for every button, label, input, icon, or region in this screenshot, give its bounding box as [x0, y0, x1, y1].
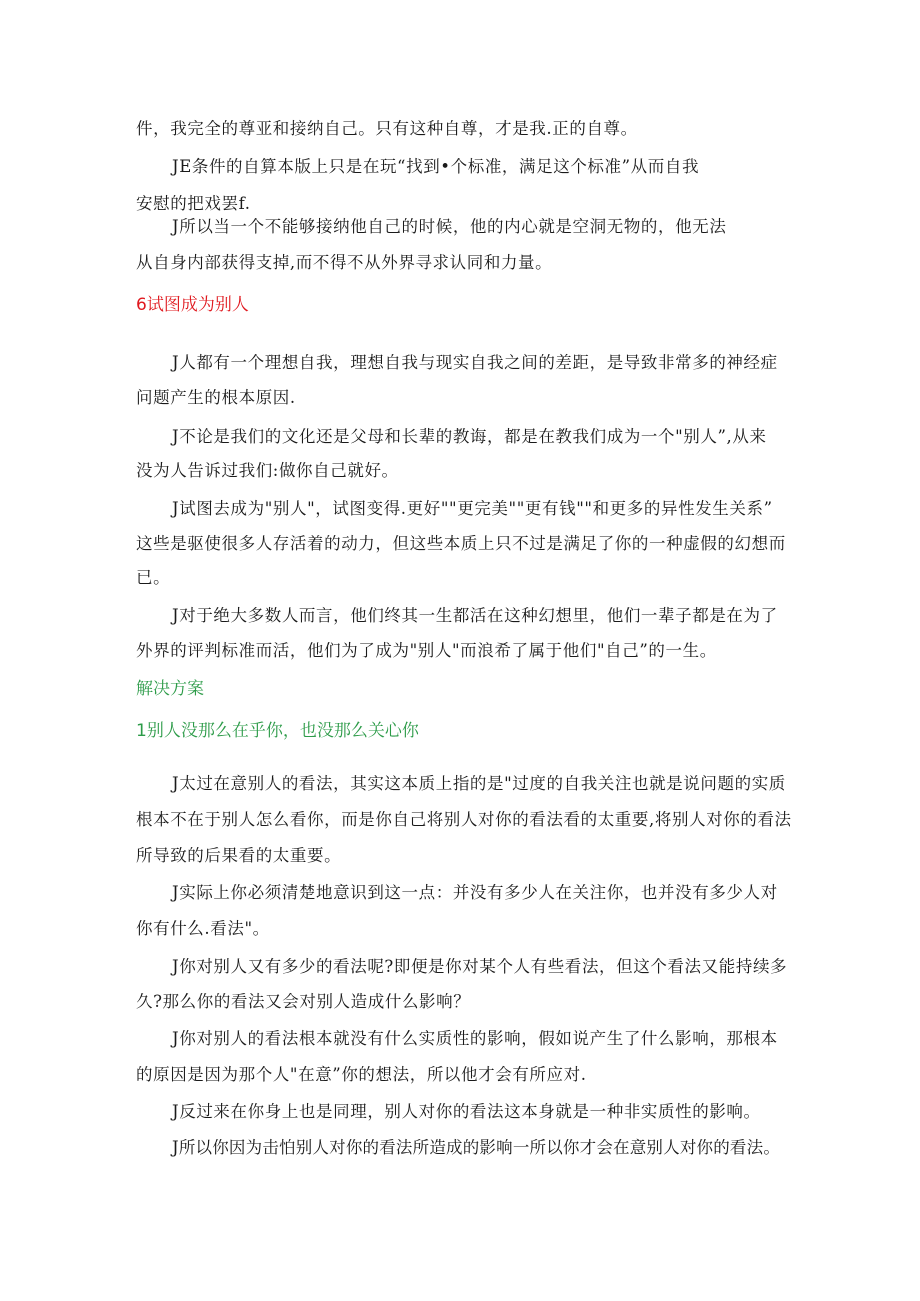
paragraph-line: 久?那么你的看法又会对别人造成什么影响？: [136, 992, 471, 1011]
subsection-heading: 1别人没那么在乎你，也没那么关心你: [136, 721, 419, 741]
paragraph-line: J人都有一个理想自我，理想自我与现实自我之间的差距，是导致非常多的神经症: [172, 353, 778, 372]
paragraph-line: J反过来在你身上也是同理，别人对你的看法这本身就是一种非实质性的影响。: [172, 1102, 761, 1121]
paragraph-line: J不论是我们的文化还是父母和长辈的教诲，都是在教我们成为一个"别人”,从来: [172, 427, 767, 446]
solutions-heading: 解决方案: [136, 679, 204, 699]
section-heading: 6试图成为别人: [136, 295, 249, 315]
paragraph-line: 已。: [136, 568, 171, 587]
paragraph-line: JE条件的自算本版上只是在玩“找到•个标准，满足这个标准”从而自我: [172, 157, 700, 176]
paragraph-line: 问题产生的根本原因.: [136, 388, 296, 407]
paragraph-line: J实际上你必须清楚地意识到这一点：并没有多少人在关注你，也并没有多少人对: [172, 883, 778, 902]
paragraph-line: J太过在意别人的看法，其实这本质上指的是"过度的自我关注也就是说问题的实质: [172, 774, 786, 793]
paragraph-line: J你对别人的看法根本就没有什么实质性的影响，假如说产生了什么影响，那根本: [172, 1029, 778, 1048]
paragraph-line: 根本不在于别人怎么看你，而是你自己将别人对你的看法看的太重要,将别人对你的看法: [136, 810, 792, 829]
paragraph-line: J试图去成为"别人"，试图变得.更好""更完美""更有钱""和更多的异性发生关系”: [172, 499, 773, 518]
paragraph-line: 从自身内部获得支掉,而不得不从外界寻求认同和力量。: [136, 253, 553, 272]
paragraph-line: J对于绝大多数人而言，他们终其一生都活在这种幻想里，他们一辈子都是在为了: [172, 606, 778, 625]
paragraph-line: 所导致的后果看的太重要。: [136, 846, 342, 865]
paragraph-line: 件，我完全的尊亚和接纳自己。只有这种自尊，才是我.正的自尊。: [136, 119, 638, 138]
paragraph-line: 的原因是因为那个人"在意”你的想法，所以他才会有所应对.: [136, 1065, 587, 1084]
paragraph-line: 没为人告诉过我们:做你自己就好。: [136, 461, 399, 480]
paragraph-line: J你对别人又有多少的看法呢?即便是你对某个人有些看法，但这个看法又能持续多: [172, 957, 788, 976]
paragraph-line: 你有什么.看法"。: [136, 919, 270, 938]
paragraph-line: J所以你因为击怕别人对你的看法所造成的影响一所以你才会在意别人对你的看法。: [172, 1138, 781, 1157]
paragraph-line: 外界的评判标准而活，他们为了成为"别人"而浪希了属于他们"自己”的一生。: [136, 641, 717, 660]
paragraph-line: 安慰的把戏罢f.: [136, 194, 251, 213]
paragraph-line: 这些是驱使很多人存活着的动力，但这些本质上只不过是满足了你的一种虚假的幻想而: [136, 534, 786, 553]
paragraph-line: J所以当一个不能够接纳他自己的时候，他的内心就是空洞无物的，他无法: [172, 217, 727, 236]
